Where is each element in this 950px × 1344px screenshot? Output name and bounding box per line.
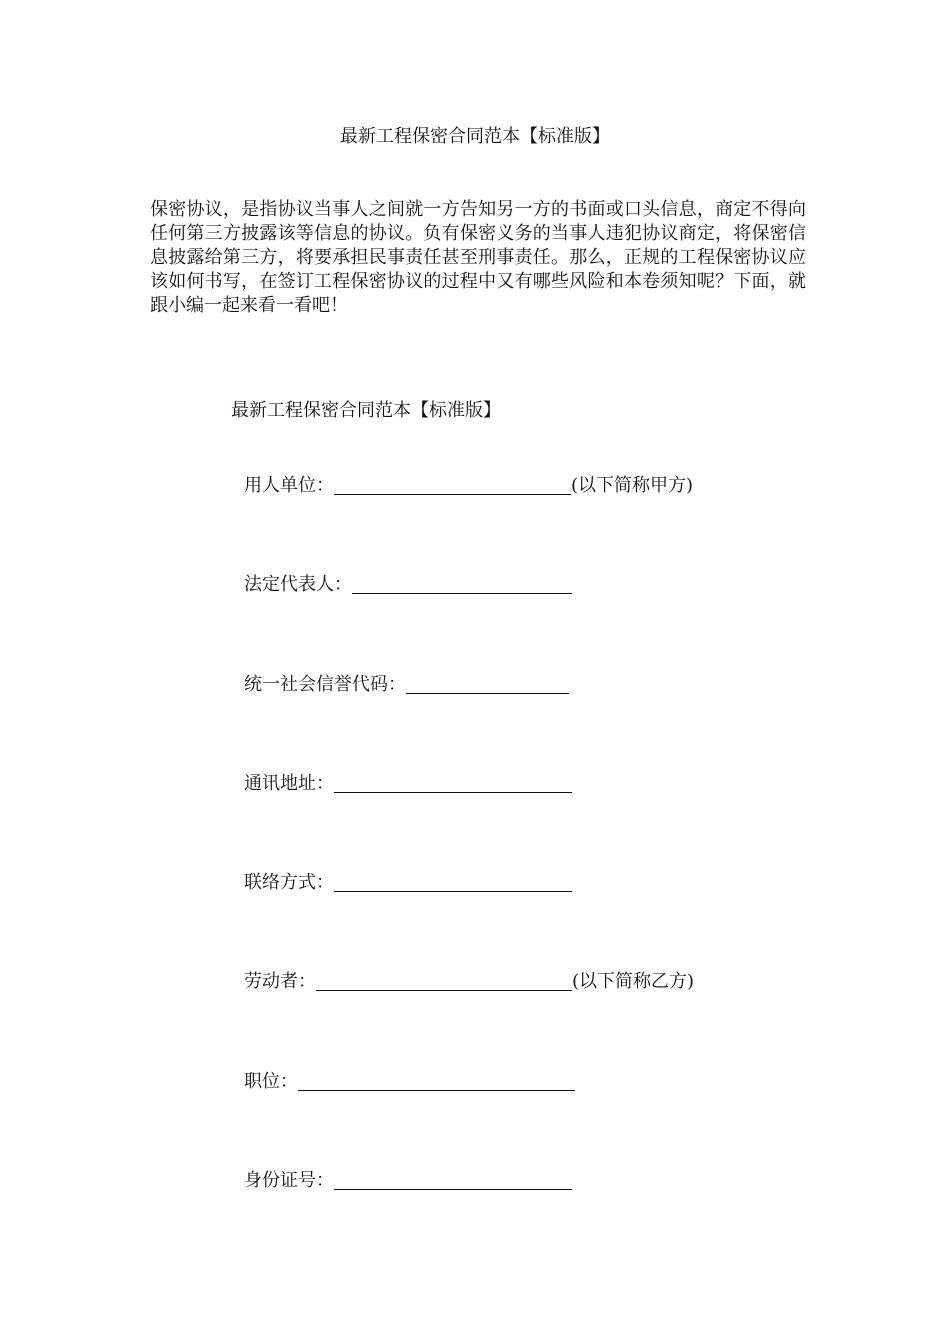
id-number-blank-line [334, 1167, 572, 1190]
credit-code-field [244, 671, 569, 699]
address-field [244, 770, 572, 798]
employee-field [244, 968, 694, 996]
position-blank-line [298, 1068, 575, 1091]
employer-suffix: (以下简称甲方) [571, 475, 694, 496]
address-blank-line [334, 770, 572, 793]
contract-title: 最新工程保密合同范本【标准版】 [231, 400, 501, 421]
employee-label: 劳动者： [244, 971, 316, 992]
legal-rep-blank-line [352, 571, 572, 594]
contact-blank-line [334, 869, 572, 892]
credit-code-label: 统一社会信誉代码： [244, 674, 406, 695]
document-title: 最新工程保密合同范本【标准版】 [340, 126, 610, 147]
id-number-label: 身份证号： [244, 1170, 334, 1191]
legal-rep-label: 法定代表人： [244, 574, 352, 595]
employer-field [244, 472, 693, 500]
id-number-field [244, 1167, 572, 1195]
employer-blank-line [334, 472, 571, 495]
employer-label: 用人单位： [244, 475, 334, 496]
position-label: 职位： [244, 1071, 298, 1092]
position-field [244, 1068, 575, 1096]
employee-suffix: (以下简称乙方) [572, 971, 695, 992]
legal-rep-field [244, 571, 572, 599]
employee-blank-line [316, 968, 572, 991]
intro-paragraph: 保密协议，是指协议当事人之间就一方告知另一方的书面或口头信息，商定不得向任何第三方披露该等信息的协议。负有保密义务的当事人违犯协议商定，将保密信息披露给第三方，将要承担民事责任甚至刑事责任。那么，正规的工程保密协议应该如何书写，在签订工程保密协议的过程中又有哪些风险和本卷须知呢？下面，就跟小编一起来看一看吧！ [150, 199, 806, 316]
address-label: 通讯地址： [244, 773, 334, 794]
contact-label: 联络方式： [244, 872, 334, 893]
contact-field [244, 869, 572, 897]
credit-code-blank-line [406, 671, 569, 694]
